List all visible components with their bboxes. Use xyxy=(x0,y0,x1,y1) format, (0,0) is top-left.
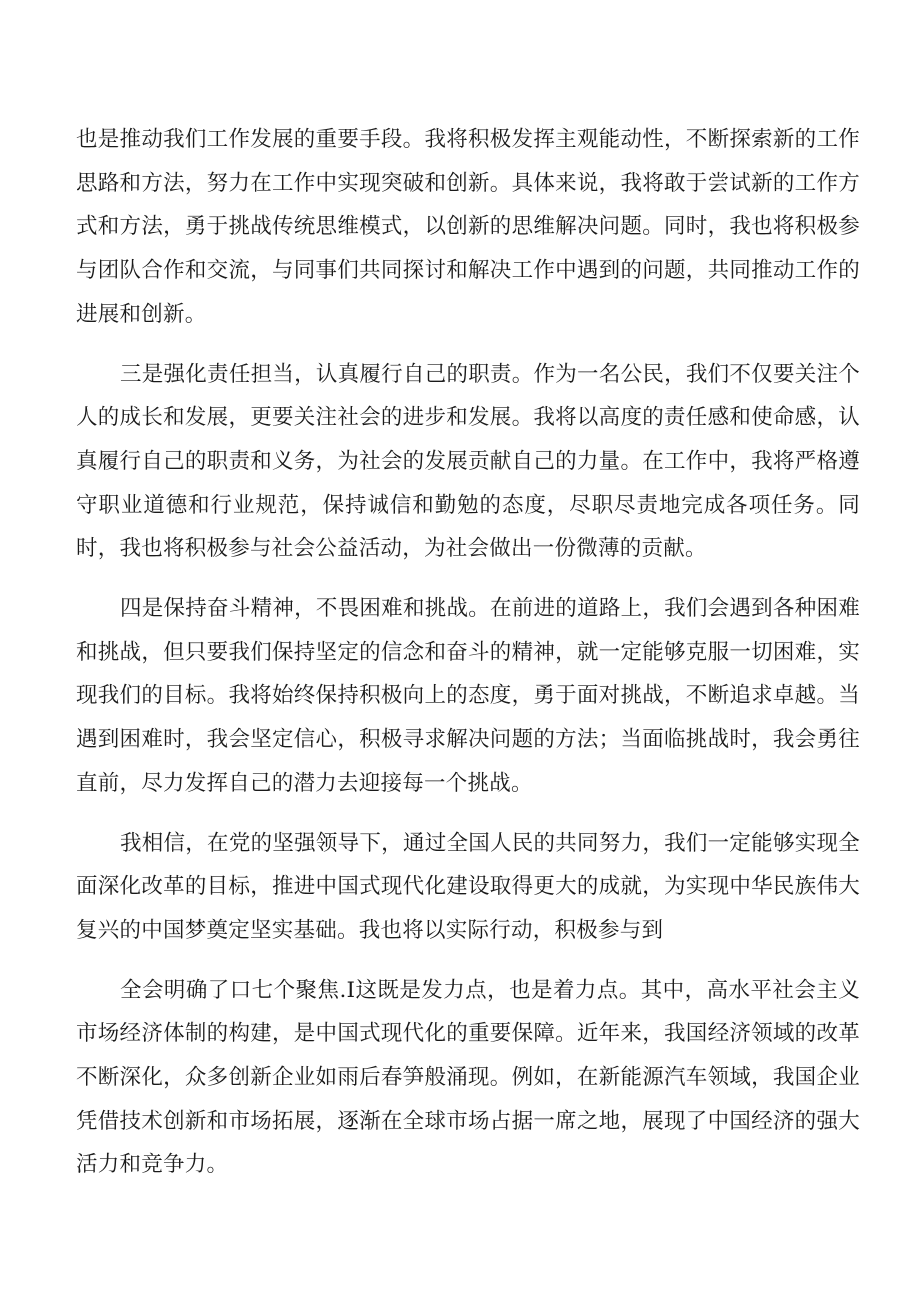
paragraph-struggle-spirit: 四是保持奋斗精神，不畏困难和挑战。在前进的道路上，我们会遇到各种困难和挑战，但只要我们保持坚定的信念和奋斗的精神，就一定能够克服一切困难，实现我们的目标。我将始终保持积极向上的态度，勇于面对挑战，不断追求卓越。当遇到困难时，我会坚定信心，积极寻求解决问题的方法；当面临挑战时，我会勇往直前，尽力发挥自己的潜力去迎接每一个挑战。 xyxy=(76,596,860,796)
paragraph-responsibility: 三是强化责任担当，认真履行自己的职责。作为一名公民，我们不仅要关注个人的成长和发展，更要关注社会的进步和发展。我将以高度的责任感和使命感，认真履行自己的职责和义务，为社会的发展贡献自己的力量。在工作中，我将严格遵守职业道德和行业规范，保持诚信和勤勉的态度，尽职尽责地完成各项任务。同时，我也将积极参与社会公益活动，为社会做出一份微薄的贡献。 xyxy=(76,361,860,562)
paragraph-plenary-focus: 全会明确了口七个聚焦.I这既是发力点，也是着力点。其中，高水平社会主义市场经济体制的构建，是中国式现代化的重要保障。近年来，我国经济领域的改革不断深化，众多创新企业如雨后春笋般涌现。例如，在新能源汽车领域，我国企业凭借技术创新和市场拓展，逐渐在全球市场占据一席之地，展现了中国经济的强大活力和竞争力。 xyxy=(76,977,860,1178)
paragraph-belief: 我相信，在党的坚强领导下，通过全国人民的共同努力，我们一定能够实现全面深化改革的目标，推进中国式现代化建设取得更大的成就，为实现中华民族伟大复兴的中国梦奠定坚实基础。我也将以实际行动，积极参与到 xyxy=(76,830,860,943)
paragraph-innovation-continued: 也是推动我们工作发展的重要手段。我将积极发挥主观能动性，不断探索新的工作思路和方法，努力在工作中实现突破和创新。具体来说，我将敢于尝试新的工作方式和方法，勇于挑战传统思维模式，以创新的思维解决问题。同时，我也将积极参与团队合作和交流，与同事们共同探讨和解决工作中遇到的问题，共同推动工作的进展和创新。 xyxy=(76,127,860,327)
